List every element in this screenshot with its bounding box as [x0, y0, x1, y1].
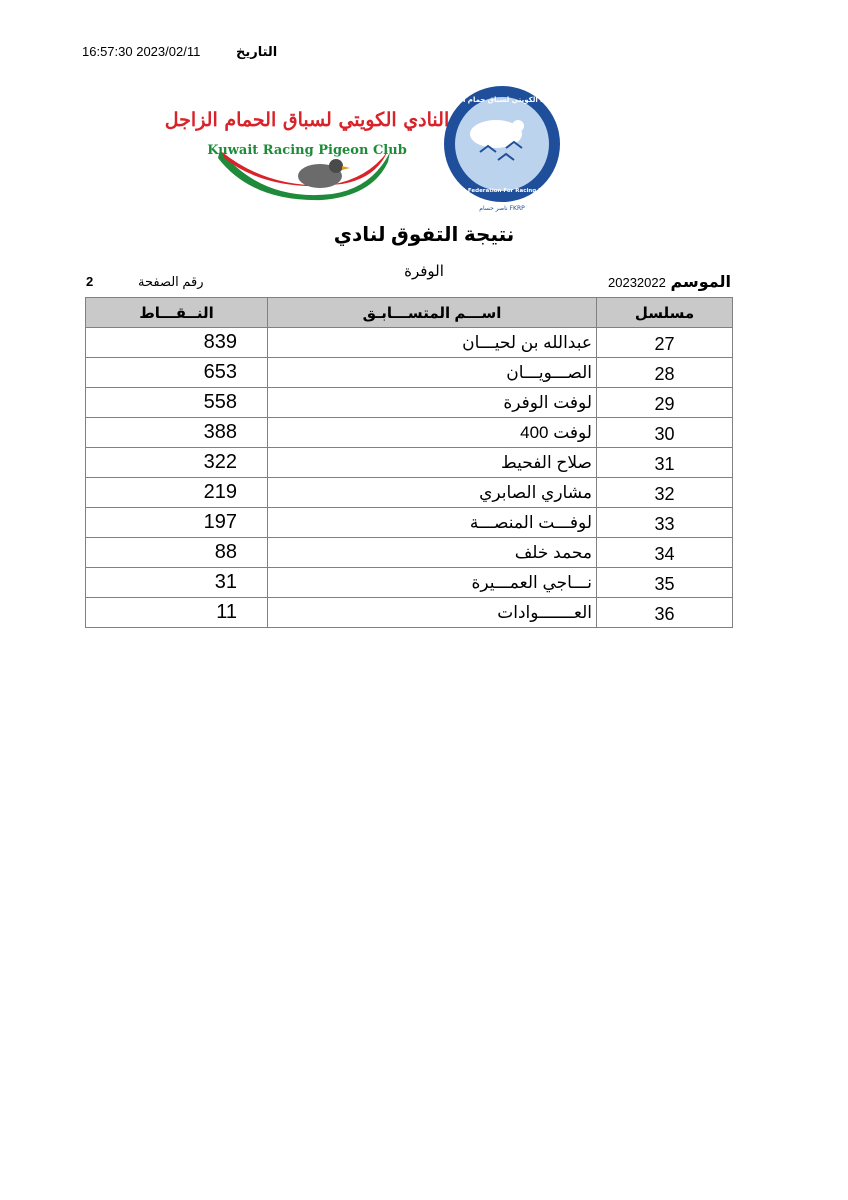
- points-cell: 31: [86, 568, 268, 598]
- season-label: الموسم: [670, 274, 731, 291]
- club-name: الوفرة: [404, 263, 444, 280]
- club-logo-english: Kuwait Racing Pigeon Club: [207, 143, 407, 158]
- serial-cell: 29: [597, 388, 733, 418]
- points-cell: 388: [86, 418, 268, 448]
- competitor-name-cell: العـــــــوادات: [268, 598, 597, 628]
- points-cell: 558: [86, 388, 268, 418]
- page-number: [86, 274, 246, 294]
- points-cell: 219: [86, 478, 268, 508]
- competitor-name-cell: صلاح الفحيط: [268, 448, 597, 478]
- federation-logo: [440, 82, 564, 216]
- points-cell: 839: [86, 328, 268, 358]
- competitor-name-cell: نـــاجي العمـــيرة: [268, 568, 597, 598]
- table-row: [86, 328, 733, 358]
- season: [608, 272, 733, 294]
- table-row: [86, 568, 733, 598]
- date-line: [82, 44, 282, 62]
- federation-logo-arabic: الاتحاد الكويتي لسباق حمام الزاجل: [442, 96, 562, 104]
- points-cell: 653: [86, 358, 268, 388]
- points-cell: 88: [86, 538, 268, 568]
- serial-cell: 28: [597, 358, 733, 388]
- page-number-label: رقم الصفحة: [138, 274, 204, 289]
- serial-cell: 33: [597, 508, 733, 538]
- competitor-name-cell: لوفت 400: [268, 418, 597, 448]
- table-row: [86, 448, 733, 478]
- date-label: التاريخ: [236, 44, 278, 59]
- competitor-name-cell: لوفـــت المنصـــة: [268, 508, 597, 538]
- serial-cell: 36: [597, 598, 733, 628]
- club-logo-graphic: [164, 92, 450, 204]
- table-row: [86, 418, 733, 448]
- serial-cell: 30: [597, 418, 733, 448]
- table-row: [86, 358, 733, 388]
- competitor-name-cell: مشاري الصابري: [268, 478, 597, 508]
- date-value: 16:57:30 2023/02/11: [82, 44, 201, 59]
- table-row: [86, 478, 733, 508]
- federation-logo-caption: ناصر حسام FKRP: [479, 205, 525, 212]
- points-cell: 322: [86, 448, 268, 478]
- club-logo: [164, 92, 450, 204]
- column-header-points: النــقـــاط: [86, 298, 268, 328]
- competitor-name-cell: عبدالله بن لحيـــان: [268, 328, 597, 358]
- points-cell: 11: [86, 598, 268, 628]
- competitor-name-cell: الصـــويـــان: [268, 358, 597, 388]
- federation-logo-graphic: [440, 82, 564, 216]
- page-title: نتيجة التفوق لنادي: [333, 224, 515, 246]
- table-row: [86, 388, 733, 418]
- club-logo-arabic: النادي الكويتي لسباق الحمام الزاجل: [164, 109, 450, 131]
- serial-cell: 32: [597, 478, 733, 508]
- federation-logo-english: Kuwait Federation For Racing Pigeon: [444, 188, 560, 194]
- table-header-row: [86, 298, 733, 328]
- competitor-name-cell: محمد خلف: [268, 538, 597, 568]
- results-table: [85, 297, 733, 628]
- season-value: 20232022: [608, 275, 666, 290]
- column-header-name: اســـم المتســـابـق: [268, 298, 597, 328]
- competitor-name-cell: لوفت الوفرة: [268, 388, 597, 418]
- serial-cell: 31: [597, 448, 733, 478]
- table-row: [86, 598, 733, 628]
- serial-cell: 34: [597, 538, 733, 568]
- serial-cell: 35: [597, 568, 733, 598]
- points-cell: 197: [86, 508, 268, 538]
- page-number-value: 2: [86, 274, 94, 289]
- column-header-serial: مسلسل: [597, 298, 733, 328]
- serial-cell: 27: [597, 328, 733, 358]
- table-row: [86, 508, 733, 538]
- table-row: [86, 538, 733, 568]
